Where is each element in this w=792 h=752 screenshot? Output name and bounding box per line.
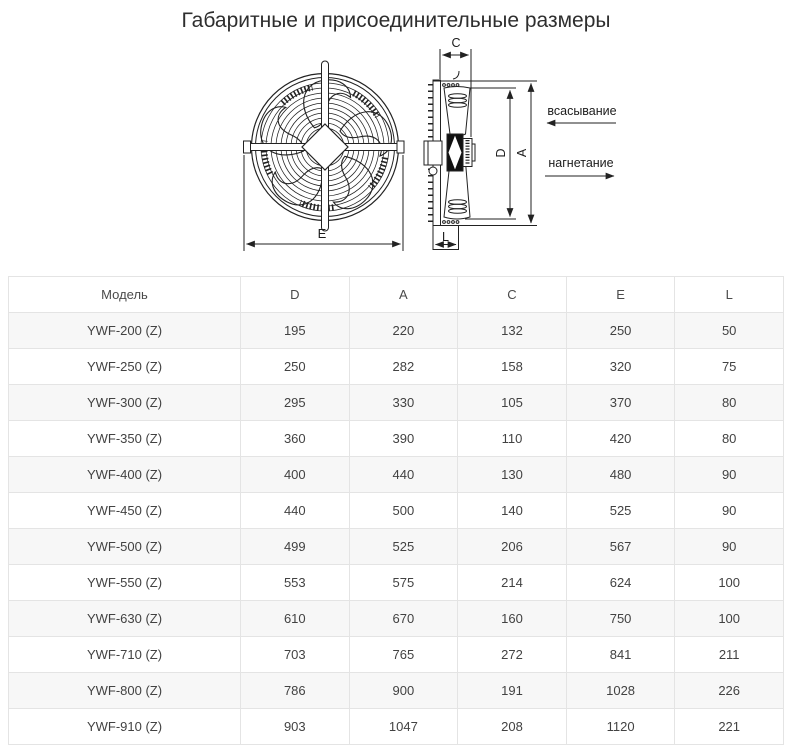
cable-gland [429, 167, 437, 175]
table-cell: 100 [675, 565, 784, 601]
table-cell: 90 [675, 457, 784, 493]
fan-front-view [244, 61, 405, 251]
table-cell: 75 [675, 349, 784, 385]
terminal-box [424, 141, 442, 165]
table-row [9, 529, 784, 565]
table-header-cell: L [675, 277, 784, 313]
table-cell: 226 [675, 673, 784, 709]
table-cell: 440 [241, 493, 350, 529]
dim-label-l: L [442, 230, 449, 244]
table-cell: 420 [566, 421, 675, 457]
table-cell: YWF-910 (Z) [9, 709, 241, 745]
table-row [9, 385, 784, 421]
table-cell: 160 [458, 601, 567, 637]
table-cell: 211 [675, 637, 784, 673]
table-cell: 1120 [566, 709, 675, 745]
table-cell: 786 [241, 673, 350, 709]
table-cell: 765 [349, 637, 458, 673]
table-cell: 567 [566, 529, 675, 565]
table-cell: 553 [241, 565, 350, 601]
table-cell: 575 [349, 565, 458, 601]
table-cell: 1028 [566, 673, 675, 709]
table-cell: 330 [349, 385, 458, 421]
table-cell: 195 [241, 313, 350, 349]
flow-annotations [545, 104, 617, 176]
dimensions-table-body [9, 313, 784, 745]
right-mount-cap [397, 141, 404, 153]
table-cell: 191 [458, 673, 567, 709]
table-row [9, 601, 784, 637]
table-cell: 370 [566, 385, 675, 421]
motor-cap [463, 139, 472, 167]
table-cell: 624 [566, 565, 675, 601]
table-cell: 105 [458, 385, 567, 421]
table-cell: 360 [241, 421, 350, 457]
table-cell: 132 [458, 313, 567, 349]
table-cell: 320 [566, 349, 675, 385]
table-row [9, 673, 784, 709]
dim-label-a: A [515, 148, 529, 158]
table-row [9, 349, 784, 385]
table-row [9, 313, 784, 349]
table-cell: 390 [349, 421, 458, 457]
table-cell: YWF-250 (Z) [9, 349, 241, 385]
table-cell: 525 [349, 529, 458, 565]
table-cell: 250 [566, 313, 675, 349]
table-cell: 440 [349, 457, 458, 493]
table-cell: 158 [458, 349, 567, 385]
table-row [9, 565, 784, 601]
table-cell: 50 [675, 313, 784, 349]
discharge-label: нагнетание [548, 156, 614, 170]
table-cell: 295 [241, 385, 350, 421]
table-row [9, 493, 784, 529]
table-header-cell: D [241, 277, 350, 313]
dim-label-e: E [317, 226, 327, 241]
table-cell: 610 [241, 601, 350, 637]
table-cell: YWF-800 (Z) [9, 673, 241, 709]
table-cell: YWF-350 (Z) [9, 421, 241, 457]
table-cell: 1047 [349, 709, 458, 745]
table-cell: YWF-450 (Z) [9, 493, 241, 529]
dim-label-c: C [451, 36, 461, 50]
table-cell: 100 [675, 601, 784, 637]
table-cell: 282 [349, 349, 458, 385]
table-cell: YWF-400 (Z) [9, 457, 241, 493]
table-cell: 272 [458, 637, 567, 673]
table-cell: 80 [675, 421, 784, 457]
table-cell: 130 [458, 457, 567, 493]
table-header-cell: C [458, 277, 567, 313]
dimensions-drawing [0, 35, 792, 267]
flange-hook [453, 71, 459, 79]
table-cell: 221 [675, 709, 784, 745]
table-cell: 206 [458, 529, 567, 565]
table-cell: 525 [566, 493, 675, 529]
table-cell: 110 [458, 421, 567, 457]
table-header-cell: E [566, 277, 675, 313]
table-cell: 220 [349, 313, 458, 349]
table-header-cell: A [349, 277, 458, 313]
table-cell: 208 [458, 709, 567, 745]
table-cell: 250 [241, 349, 350, 385]
table-header-cell: Модель [9, 277, 241, 313]
dimensions-table [8, 276, 784, 745]
table-cell: 703 [241, 637, 350, 673]
table-cell: 400 [241, 457, 350, 493]
table-cell: 500 [349, 493, 458, 529]
table-row [9, 709, 784, 745]
table-cell: 214 [458, 565, 567, 601]
table-cell: 670 [349, 601, 458, 637]
left-mount-cap [244, 141, 251, 153]
table-cell: 90 [675, 493, 784, 529]
fan-side-view [424, 36, 537, 250]
page-title: Габаритные и присоединительные размеры [181, 9, 611, 32]
table-cell: 480 [566, 457, 675, 493]
table-cell: YWF-200 (Z) [9, 313, 241, 349]
table-row [9, 457, 784, 493]
table-row [9, 637, 784, 673]
fan-hub [302, 124, 348, 170]
dim-label-d: D [494, 148, 508, 158]
table-cell: 841 [566, 637, 675, 673]
table-cell: YWF-550 (Z) [9, 565, 241, 601]
table-cell: 499 [241, 529, 350, 565]
table-cell: 900 [349, 673, 458, 709]
table-header-row [9, 277, 784, 313]
suction-label: всасывание [547, 104, 617, 118]
motor-cap-step [472, 144, 475, 161]
table-cell: 140 [458, 493, 567, 529]
table-cell: 80 [675, 385, 784, 421]
table-cell: YWF-630 (Z) [9, 601, 241, 637]
fan-dimensions-diagram [0, 35, 792, 272]
table-cell: YWF-500 (Z) [9, 529, 241, 565]
table-cell: 90 [675, 529, 784, 565]
table-row [9, 421, 784, 457]
table-cell: 750 [566, 601, 675, 637]
table-cell: YWF-710 (Z) [9, 637, 241, 673]
table-cell: YWF-300 (Z) [9, 385, 241, 421]
table-cell: 903 [241, 709, 350, 745]
